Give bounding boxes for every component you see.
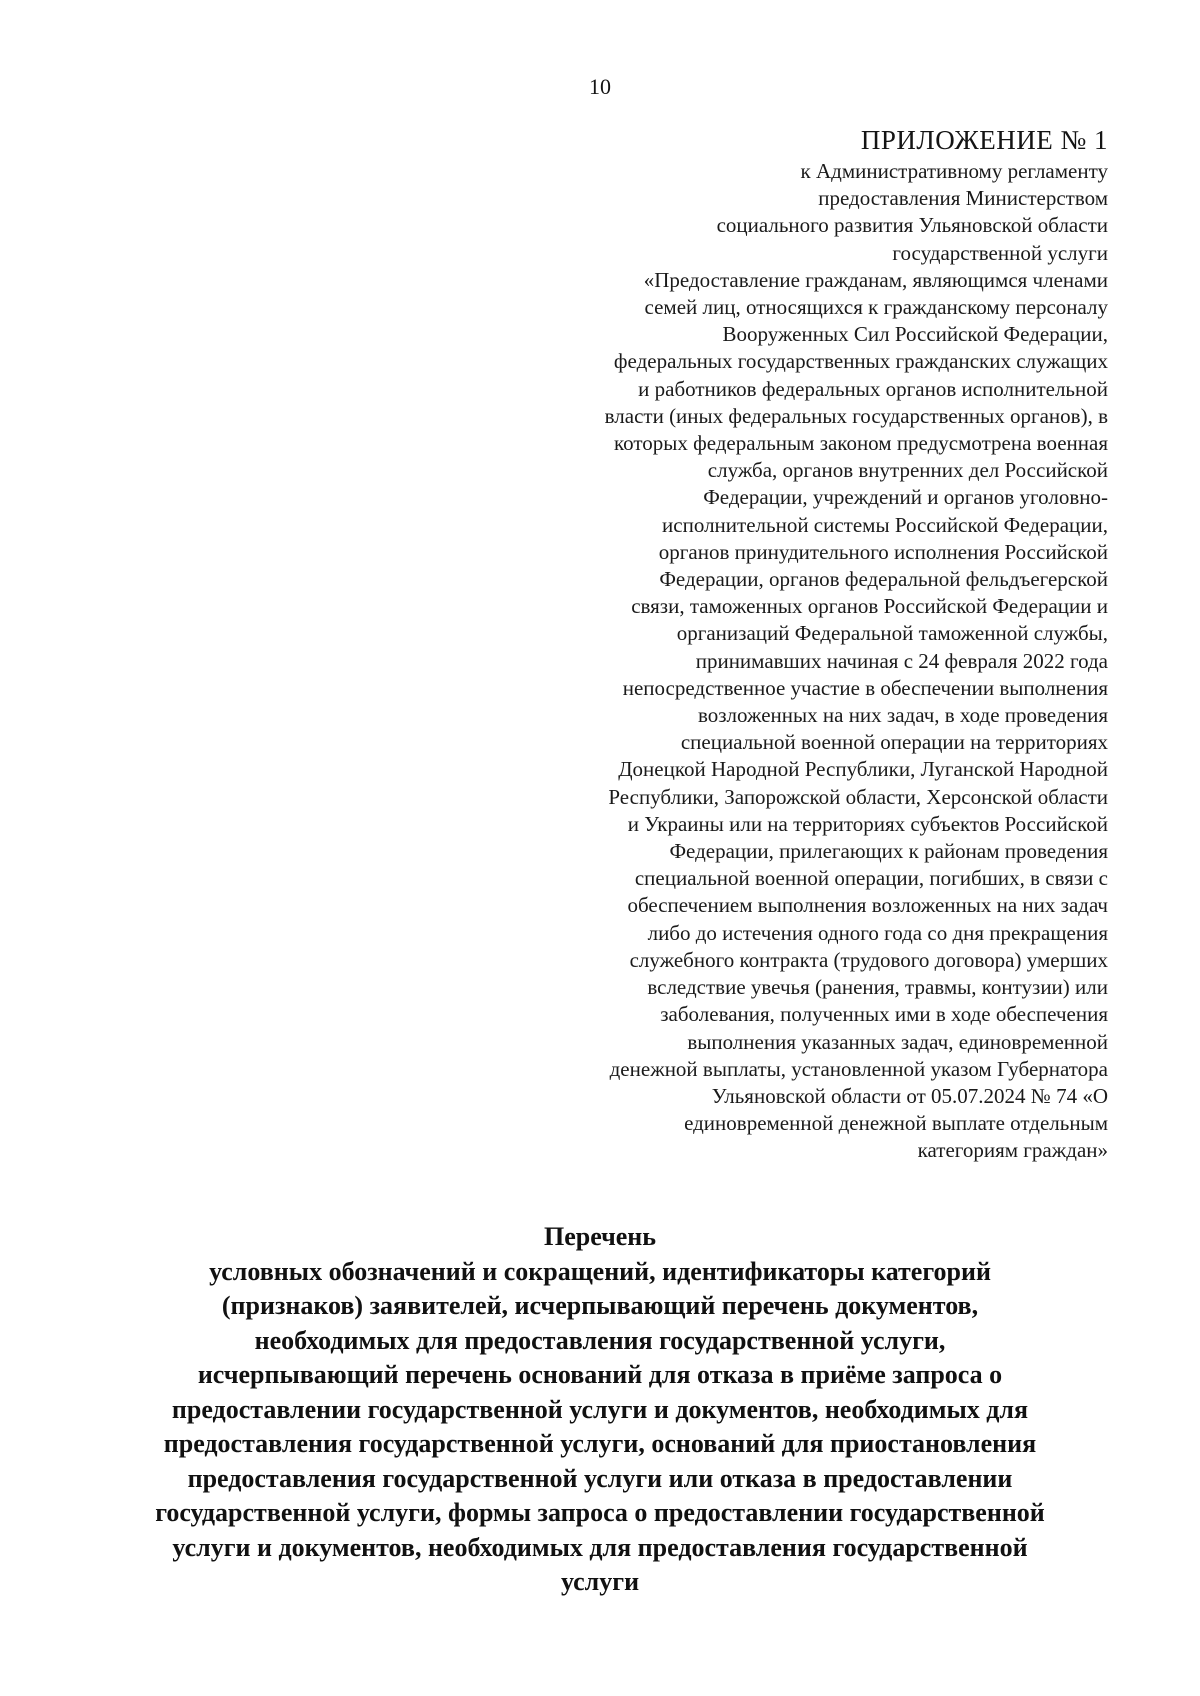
appendix-line: либо до истечения одного года со дня прекращения [647, 920, 1108, 945]
title-line: услуги и документов, необходимых для предоставления государственной [172, 1532, 1028, 1562]
appendix-line: и работников федеральных органов исполнительной [638, 376, 1108, 401]
appendix-line: организаций Федеральной таможенной службы, [676, 621, 1108, 646]
appendix-line: Федерации, органов федеральной фельдъегерской [659, 567, 1108, 592]
appendix-line: специальной военной операции, погибших, в связи с [634, 866, 1108, 891]
title-line: предоставления государственной услуги, оснований для приостановления [163, 1429, 1037, 1458]
appendix-line: Вооруженных Сил Российской Федерации, [722, 322, 1108, 347]
appendix-line: исполнительной системы Российской Федерации, [662, 512, 1108, 537]
appendix-line: связи, таможенных органов Российской Федерации и [631, 594, 1108, 619]
appendix-line: специальной военной операции на территориях [680, 730, 1108, 755]
title-line: Перечень [543, 1222, 657, 1251]
appendix-reference-block [605, 158, 1108, 1165]
title-line: (признаков) заявителей, исчерпывающий перечень документов, [221, 1291, 979, 1320]
appendix-line: социального развития Ульяновской области [716, 213, 1108, 238]
title-line: предоставлении государственной услуги и документов, необходимых для [171, 1394, 1029, 1424]
appendix-line: государственной услуги [892, 240, 1108, 265]
appendix-line: принимавших начиная с 24 февраля 2022 года [695, 648, 1108, 673]
appendix-line: единовременной денежной выплате отдельным [684, 1111, 1108, 1136]
appendix-line: возложенных на них задач, в ходе проведения [697, 703, 1108, 728]
title-line: предоставления государственной услуги или отказа в предоставлении [187, 1463, 1013, 1493]
appendix-line: заболевания, полученных ими в ходе обеспечения [660, 1002, 1108, 1027]
appendix-line: и Украины или на территориях субъектов Российской [627, 811, 1108, 836]
title-line: необходимых для предоставления государственной услуги, [254, 1325, 946, 1355]
appendix-line: категориям граждан» [917, 1138, 1108, 1163]
appendix-line: предоставления Министерством [818, 186, 1108, 211]
appendix-line: Ульяновской области от 05.07.2024 № 74 «О [711, 1083, 1108, 1108]
appendix-line: органов принудительного исполнения Российской [658, 539, 1108, 564]
appendix-line: к Административному регламенту [800, 159, 1108, 183]
appendix-line: вследствие увечья (ранения, травмы, контузии) или [647, 975, 1108, 1000]
appendix-line: семей лиц, относящихся к гражданскому персоналу [644, 295, 1108, 320]
appendix-line: Республики, Запорожской области, Херсонской области [608, 784, 1108, 809]
appendix-line: которых федеральным законом предусмотрена военная [613, 431, 1108, 456]
title-line: условных обозначений и сокращений, идентификаторы категорий [209, 1256, 991, 1286]
appendix-heading: ПРИЛОЖЕНИЕ № 1 [860, 125, 1108, 155]
appendix-line: служебного контракта (трудового договора) умерших [629, 947, 1108, 972]
appendix-line: Федерации, прилегающих к районам проведения [669, 839, 1108, 864]
appendix-line: федеральных государственных гражданских служащих [613, 349, 1108, 374]
appendix-line: служба, органов внутренних дел Российской [707, 458, 1108, 483]
appendix-line: выполнения указанных задач, единовременной [687, 1029, 1108, 1054]
appendix-line: Федерации, учреждений и органов уголовно- [703, 485, 1108, 510]
appendix-line: «Предоставление гражданам, являющимся членами [643, 267, 1108, 292]
appendix-line: денежной выплаты, установленной указом Губернатора [609, 1056, 1108, 1081]
appendix-line: Донецкой Народной Республики, Луганской Народной [618, 757, 1108, 782]
page-number: 10 [589, 74, 611, 99]
appendix-line: обеспечением выполнения возложенных на них задач [627, 893, 1108, 918]
title-line: государственной услуги, формы запроса о предоставлении государственной [155, 1498, 1045, 1527]
title-line: исчерпывающий перечень оснований для отказа в приёме запроса о [197, 1360, 1003, 1389]
appendix-line: власти (иных федеральных государственных органов), в [604, 403, 1108, 428]
title-line: услуги [560, 1567, 640, 1596]
appendix-line: непосредственное участие в обеспечении выполнения [622, 675, 1108, 700]
document-title [0, 1220, 1200, 1600]
